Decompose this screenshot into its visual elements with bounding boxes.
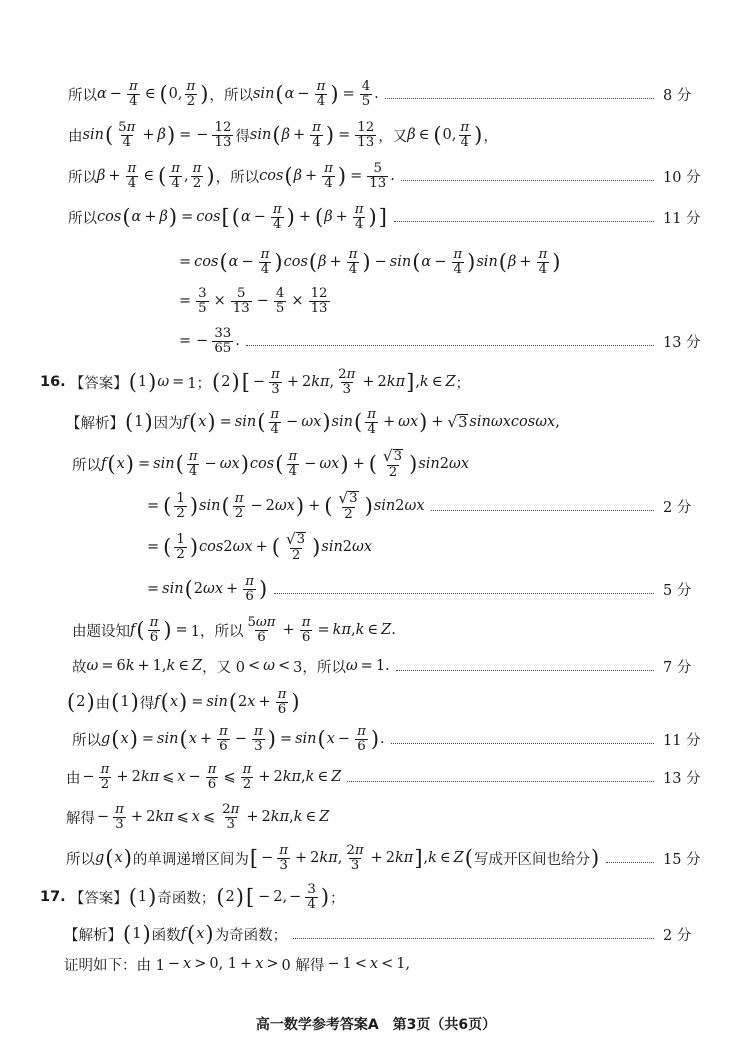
answer-line-text: = ( 1 2 ) s i n ( π 2 − 2 ω x ) + ( √ 3 2 ) s i n 2 ω x bbox=[147, 488, 425, 522]
answer-line-text: 由 s i n ( 5π 4 + β ) = − $\frac{12}{13}$ 得 s i n ( β + $\frac{\pi}{4}$ ) = $\frac{12}{13}$ ，又 β ∈ ( 0, π 4 ) ， bbox=[68, 119, 498, 150]
score-leader-dots bbox=[396, 670, 654, 671]
answer-line-text: 故 ω = 6 k + 1, k ∈ Z ，又 0 < ω < 3，所以 ω = 1. bbox=[72, 658, 390, 676]
score-mark: 10 分 bbox=[663, 169, 701, 186]
page-footer: 高一数学参考答案A 第3页（共6页） bbox=[255, 1017, 497, 1033]
score-mark: 8 分 bbox=[663, 87, 692, 104]
answer-line-text: 16. 【答案】 ( 1 ) ω = 1； ( 2 ) [ − $\frac{\pi}{3}$ + 2 k π , 2π 3 + 2 k π ] , k ∈ Z ； bbox=[40, 366, 471, 397]
score-mark: 2 分 bbox=[663, 927, 692, 944]
answer-line-text: 【解析】 ( 1 ) 因为 f ( x ) = s i n ( π 4 − ω x ) s i n ( π 4 + ω x ) + √ 3 s i n ω x c o s ω x , bbox=[66, 406, 560, 437]
answer-line bbox=[68, 160, 395, 192]
score-leader-dots bbox=[401, 180, 654, 181]
score-mark: 13 分 bbox=[663, 770, 701, 787]
answer-line-text: 由题设知 f ( π 6 ) = 1，所以 $\frac{5\omega\pi}{6}$ + $\frac{\pi}{6}$ = k π , k ∈ Z . bbox=[72, 614, 396, 645]
answer-line-text: 所以 g ( x ) = s i n ( x + $\frac{\pi}{6}$ − $\frac{\pi}{3}$ ) = s i n ( x − $\frac{\pi}{6}$ ) . bbox=[72, 723, 385, 754]
answer-line bbox=[66, 842, 600, 874]
score-leader-dots bbox=[385, 98, 654, 99]
score-mark: 15 分 bbox=[663, 851, 701, 868]
answer-line-text: 所以 g ( x ) 的单调递增区间为 [ − $\frac{\pi}{3}$ + 2 k π , 2π 3 + 2 k π ] , k ∈ Z ( 写成开区间也给分 ) bbox=[66, 842, 600, 873]
answer-line bbox=[64, 948, 410, 980]
answer-line-text: 17. 【答案】 ( 1 ) 奇函数； ( 2 ) [ − 2, − $\frac{3}{4}$ ) ； bbox=[40, 881, 345, 912]
answer-line-text: 所以 f ( x ) = s i n ( π 4 − ω x ) c o s ( π 4 − ω x ) + ( √ 3 2 ) s i n 2 ω x bbox=[72, 446, 469, 480]
answer-line bbox=[68, 78, 379, 110]
score-leader-dots bbox=[391, 743, 654, 744]
score-leader-dots bbox=[293, 938, 654, 939]
answer-line bbox=[40, 366, 470, 398]
answer-line bbox=[72, 614, 396, 646]
answer-line bbox=[72, 723, 385, 755]
score-mark: 5 分 bbox=[663, 582, 692, 599]
answer-line bbox=[176, 325, 240, 357]
answer-line-text: 由 − $\frac{\pi}{2}$ + 2 k π ⩽ x − $\frac{\pi}{6}$ ⩽ π 2 + 2 k π , k ∈ Z bbox=[66, 761, 342, 792]
score-mark: 13 分 bbox=[663, 334, 701, 351]
answer-line-text: = ( 1 2 ) c o s 2 ω x + ( √ 3 2 ) s i n 2 ω x bbox=[147, 529, 373, 563]
answer-line bbox=[64, 918, 287, 950]
score-mark: 11 分 bbox=[663, 210, 701, 227]
answer-line-text: 所以 β + $\frac{\pi}{4}$ ∈ ( π 4 , π 2 ) ，所以 c o s ( β + $\frac{\pi}{4}$ ) = $\frac{5}{13}$ . bbox=[68, 160, 395, 191]
answer-line-text: 所以 c o s ( α + β ) = c o s [ ( α − $\frac{\pi}{4}$ ) + ( β + $\frac{\pi}{4}$ ) ] bbox=[68, 201, 387, 232]
answer-line bbox=[176, 285, 332, 317]
answer-line-text: 解得 − $\frac{\pi}{3}$ + 2 k π ⩽ x ⩽ 2π 3 + 2 k π , k ∈ Z bbox=[66, 801, 330, 832]
answer-line bbox=[68, 201, 388, 233]
answer-line bbox=[72, 650, 390, 682]
score-mark: 2 分 bbox=[663, 499, 692, 516]
score-leader-dots bbox=[431, 510, 655, 511]
answer-line-text: ( 2 ) 由 ( 1 ) 得 f ( x ) = s i n ( 2 x + $\frac{\pi}{6}$ ) bbox=[67, 686, 300, 717]
answer-line-text: 【解析】 ( 1 ) 函数 f ( x ) 为奇函数； bbox=[64, 921, 288, 947]
answer-line bbox=[72, 448, 469, 480]
score-leader-dots bbox=[246, 345, 654, 346]
score-mark: 7 分 bbox=[663, 659, 692, 676]
answer-line-text: = s i n ( 2 ω x + $\frac{\pi}{6}$ ) bbox=[147, 573, 268, 604]
answer-line bbox=[144, 490, 425, 522]
answer-line bbox=[66, 761, 341, 793]
answer-line-text: 证明如下：由 1 − x > 0, 1 + x > 0 解得 − 1 < x < 1, bbox=[64, 956, 411, 974]
answer-line bbox=[66, 686, 301, 718]
answer-line bbox=[144, 573, 268, 605]
answer-line bbox=[144, 531, 372, 563]
answer-line bbox=[66, 801, 329, 833]
answer-line-text: 所以 α − $\frac{\pi}{4}$ ∈ ( 0, π 2 ) ，所以 s i n ( α − $\frac{\pi}{4}$ ) = $\frac{4}{5}$ . bbox=[68, 78, 379, 109]
answer-line-text: = − $\frac{33}{65}$ . bbox=[179, 325, 240, 356]
score-leader-dots bbox=[606, 862, 654, 863]
score-leader-dots bbox=[347, 781, 654, 782]
answer-line-text: = c o s ( α − $\frac{\pi}{4}$ ) c o s ( β + $\frac{\pi}{4}$ ) − s i n ( α − $\frac{\pi}{4}$ ) s i n ( β + $\frac{\pi}{4}$ ) bbox=[179, 246, 561, 277]
score-mark: 11 分 bbox=[663, 732, 701, 749]
answer-line bbox=[40, 881, 345, 913]
answer-line bbox=[68, 119, 498, 151]
score-leader-dots bbox=[394, 221, 654, 222]
answer-line-text: = $\frac{3}{5}$ × $\frac{5}{13}$ − $\frac{4}{5}$ × $\frac{12}{13}$ bbox=[179, 285, 328, 316]
score-leader-dots bbox=[274, 593, 654, 594]
answer-line bbox=[176, 246, 562, 278]
answer-line bbox=[66, 406, 560, 438]
